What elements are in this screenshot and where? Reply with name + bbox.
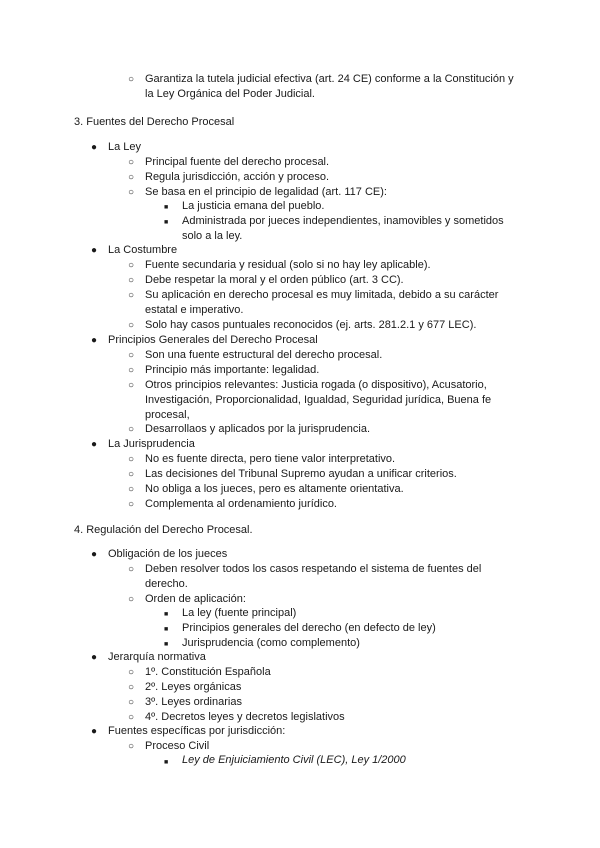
list-item: La Ley	[108, 141, 142, 153]
list-item: Principios generales del derecho (en defecto de ley)	[182, 622, 436, 634]
bullet-disc: ●	[91, 142, 98, 153]
bullet-disc: ●	[91, 335, 98, 346]
bullet-circle: ○	[128, 499, 135, 510]
bullet-circle: ○	[128, 741, 135, 752]
bullet-disc: ●	[91, 652, 98, 663]
bullet-square: ■	[164, 611, 169, 618]
list-item: Deben resolver todos los casos respetando el sistema de fuentes del	[145, 563, 482, 575]
section-heading: 3. Fuentes del Derecho Procesal	[74, 116, 235, 128]
list-item: Son una fuente estructural del derecho procesal.	[145, 349, 383, 361]
list-item: 1º. Constitución Española	[145, 666, 271, 678]
bullet-circle: ○	[128, 454, 135, 465]
list-item: Proceso Civil	[145, 740, 210, 752]
list-item: La ley (fuente principal)	[182, 607, 297, 619]
list-item: Fuentes específicas por jurisdicción:	[108, 725, 286, 737]
bullet-circle: ○	[128, 74, 135, 85]
bullet-circle: ○	[128, 172, 135, 183]
list-item: Solo hay casos puntuales reconocidos (ej. arts. 281.2.1 y 677 LEC).	[145, 319, 477, 331]
list-item: estatal e imperativo.	[145, 304, 244, 316]
list-item: No es fuente directa, pero tiene valor interpretativo.	[145, 453, 396, 465]
bullet-disc: ●	[91, 439, 98, 450]
list-item: la Ley Orgánica del Poder Judicial.	[145, 88, 315, 100]
bullet-circle: ○	[128, 290, 135, 301]
list-item: Principal fuente del derecho procesal.	[145, 156, 330, 168]
bullet-circle: ○	[128, 469, 135, 480]
bullet-circle: ○	[128, 424, 135, 435]
bullet-circle: ○	[128, 350, 135, 361]
list-item: Principio más importante: legalidad.	[145, 364, 320, 376]
bullet-square: ■	[164, 219, 169, 226]
bullet-circle: ○	[128, 484, 135, 495]
list-item: Ley de Enjuiciamiento Civil (LEC), Ley 1/2000	[182, 754, 406, 766]
list-item: procesal,	[145, 409, 190, 421]
bullet-disc: ●	[91, 726, 98, 737]
bullet-square: ■	[164, 759, 169, 766]
bullet-square: ■	[164, 641, 169, 648]
bullet-circle: ○	[128, 365, 135, 376]
bullet-square: ■	[164, 626, 169, 633]
list-item: Desarrollaos y aplicados por la jurisprudencia.	[145, 423, 371, 435]
bullet-disc: ●	[91, 245, 98, 256]
bullet-circle: ○	[128, 187, 135, 198]
list-item: Investigación, Proporcionalidad, Igualdad, Seguridad jurídica, Buena fe	[145, 394, 492, 406]
list-item: No obliga a los jueces, pero es altamente orientativa.	[145, 483, 404, 495]
list-item: La Jurisprudencia	[108, 438, 195, 450]
bullet-circle: ○	[128, 667, 135, 678]
bullet-circle: ○	[128, 260, 135, 271]
list-item: Orden de aplicación:	[145, 593, 246, 605]
bullet-disc: ●	[91, 549, 98, 560]
list-item: Obligación de los jueces	[108, 548, 228, 560]
list-item: La justicia emana del pueblo.	[182, 200, 325, 212]
bullet-circle: ○	[128, 682, 135, 693]
list-item: derecho.	[145, 578, 188, 590]
list-item: Garantiza la tutela judicial efectiva (art. 24 CE) conforme a la Constitución y	[145, 73, 514, 85]
list-item: solo a la ley.	[182, 230, 243, 242]
list-item: Las decisiones del Tribunal Supremo ayudan a unificar criterios.	[145, 468, 457, 480]
list-item: Regula jurisdicción, acción y proceso.	[145, 171, 330, 183]
list-item: 4º. Decretos leyes y decretos legislativos	[145, 711, 345, 723]
list-item: Complementa al ordenamiento jurídico.	[145, 498, 337, 510]
list-item: Principios Generales del Derecho Procesal	[108, 334, 318, 346]
list-item: Su aplicación en derecho procesal es muy limitada, debido a su carácter	[145, 289, 499, 301]
list-item: Jurisprudencia (como complemento)	[182, 637, 360, 649]
list-item: Debe respetar la moral y el orden público (art. 3 CC).	[145, 274, 404, 286]
bullet-circle: ○	[128, 712, 135, 723]
list-item: 3º. Leyes ordinarias	[145, 696, 242, 708]
bullet-circle: ○	[128, 564, 135, 575]
bullet-circle: ○	[128, 275, 135, 286]
bullet-circle: ○	[128, 157, 135, 168]
bullet-circle: ○	[128, 697, 135, 708]
bullet-circle: ○	[128, 320, 135, 331]
list-item: Se basa en el principio de legalidad (art. 117 CE):	[145, 186, 387, 198]
list-item: 2º. Leyes orgánicas	[145, 681, 242, 693]
list-item: Fuente secundaria y residual (solo si no hay ley aplicable).	[145, 259, 431, 271]
list-item: Jerarquía normativa	[108, 651, 206, 663]
bullet-circle: ○	[128, 594, 135, 605]
list-item: Otros principios relevantes: Justicia rogada (o dispositivo), Acusatorio,	[145, 379, 487, 391]
section-heading: 4. Regulación del Derecho Procesal.	[74, 524, 253, 536]
list-item: Administrada por jueces independientes, inamovibles y sometidos	[182, 215, 504, 227]
bullet-square: ■	[164, 204, 169, 211]
bullet-circle: ○	[128, 380, 135, 391]
list-item: La Costumbre	[108, 244, 178, 256]
